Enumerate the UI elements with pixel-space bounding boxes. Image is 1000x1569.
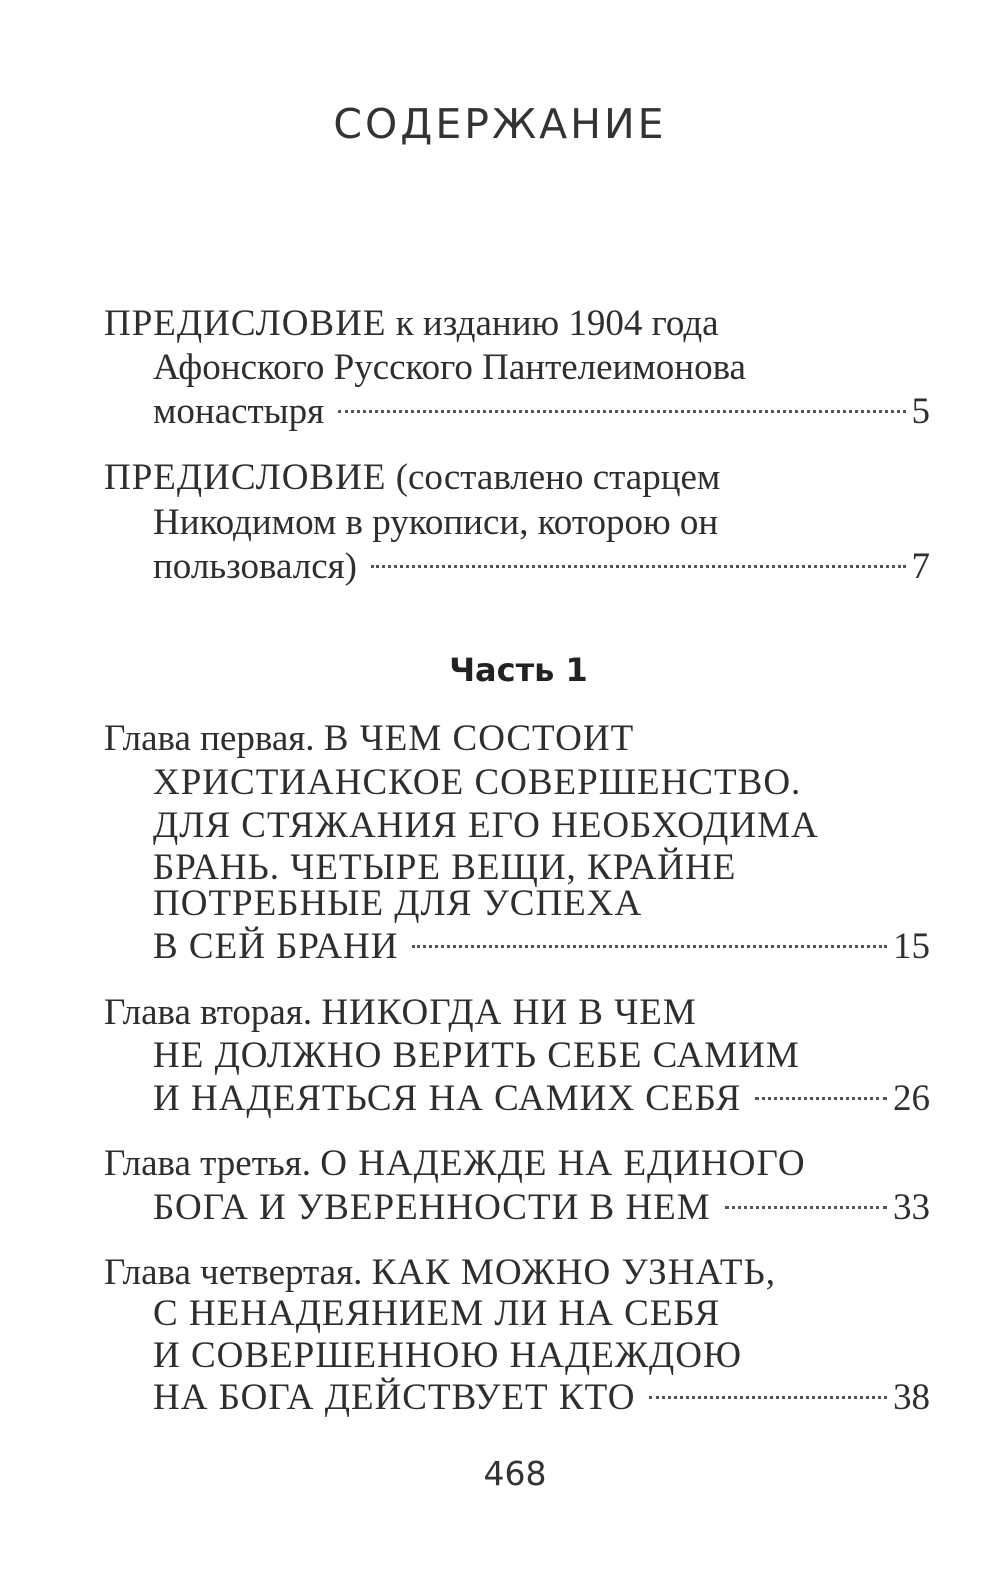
entry-page-number: 33 — [893, 1187, 930, 1228]
entry-lead: ПРЕДИСЛОВИЕ — [104, 457, 387, 498]
entry-title-line: ХРИСТИАНСКОЕ СОВЕРШЕНСТВО. — [153, 762, 802, 803]
contents-heading: СОДЕРЖАНИЕ — [333, 100, 667, 148]
entry-title-line: к изданию 1904 года — [395, 303, 719, 344]
entry-title-line: Афонского Русского Пантелеимонова — [153, 347, 746, 388]
entry-lead: Глава вторая. — [104, 992, 313, 1033]
footer-page-number: 468 — [483, 1454, 547, 1493]
entry-lead: Глава первая. — [104, 718, 315, 759]
entry-page-number: 26 — [893, 1078, 930, 1119]
entry-lead: Глава четвертая. — [104, 1252, 363, 1293]
entry-page-number: 5 — [911, 391, 930, 432]
dot-leader — [371, 565, 905, 568]
entry-page-number: 38 — [893, 1377, 930, 1418]
entry-lead: ПРЕДИСЛОВИЕ — [104, 303, 387, 344]
entry-title-line: НЕ ДОЛЖНО ВЕРИТЬ СЕБЕ САМИМ — [153, 1035, 800, 1076]
entry-page-number: 15 — [893, 926, 930, 967]
dot-leader — [412, 945, 887, 948]
dot-leader — [649, 1396, 887, 1399]
entry-page-number: 7 — [911, 546, 930, 587]
entry-title-line: (составлено старцем — [395, 457, 721, 498]
dot-leader — [338, 410, 905, 413]
dot-leader — [725, 1206, 887, 1209]
entry-title-line: монастыря — [153, 391, 325, 432]
entry-title-line: И СОВЕРШЕННОЮ НАДЕЖДОЮ — [153, 1335, 743, 1376]
entry-title-line: НИКОГДА НИ В ЧЕМ — [321, 992, 697, 1033]
entry-title-line: С НЕНАДЕЯНИЕМ ЛИ НА СЕБЯ — [153, 1293, 721, 1334]
entry-title-line: БОГА И УВЕРЕННОСТИ В НЕМ — [153, 1187, 711, 1228]
entry-title-line: пользовался) — [153, 546, 358, 587]
entry-title-line: Никодимом в рукописи, которою он — [153, 502, 719, 543]
entry-title-line: ПОТРЕБНЫЕ ДЛЯ УСПЕХА — [153, 883, 643, 924]
entry-title-line: НА БОГА ДЕЙСТВУЕТ КТО — [153, 1377, 636, 1418]
entry-title-line: ДЛЯ СТЯЖАНИЯ ЕГО НЕОБХОДИМА — [153, 805, 819, 846]
entry-title-line: И НАДЕЯТЬСЯ НА САМИХ СЕБЯ — [153, 1078, 742, 1119]
part-title: Часть 1 — [449, 651, 588, 689]
entry-lead: Глава третья. — [104, 1143, 312, 1184]
entry-title-line: БРАНЬ. ЧЕТЫРЕ ВЕЩИ, КРАЙНЕ — [153, 847, 737, 888]
entry-title-line: КАК МОЖНО УЗНАТЬ, — [371, 1252, 777, 1293]
entry-title-line: О НАДЕЖДЕ НА ЕДИНОГО — [320, 1143, 806, 1184]
entry-title-line: В ЧЕМ СОСТОИТ — [323, 718, 635, 759]
entry-title-line: В СЕЙ БРАНИ — [153, 926, 399, 967]
dot-leader — [755, 1097, 887, 1100]
